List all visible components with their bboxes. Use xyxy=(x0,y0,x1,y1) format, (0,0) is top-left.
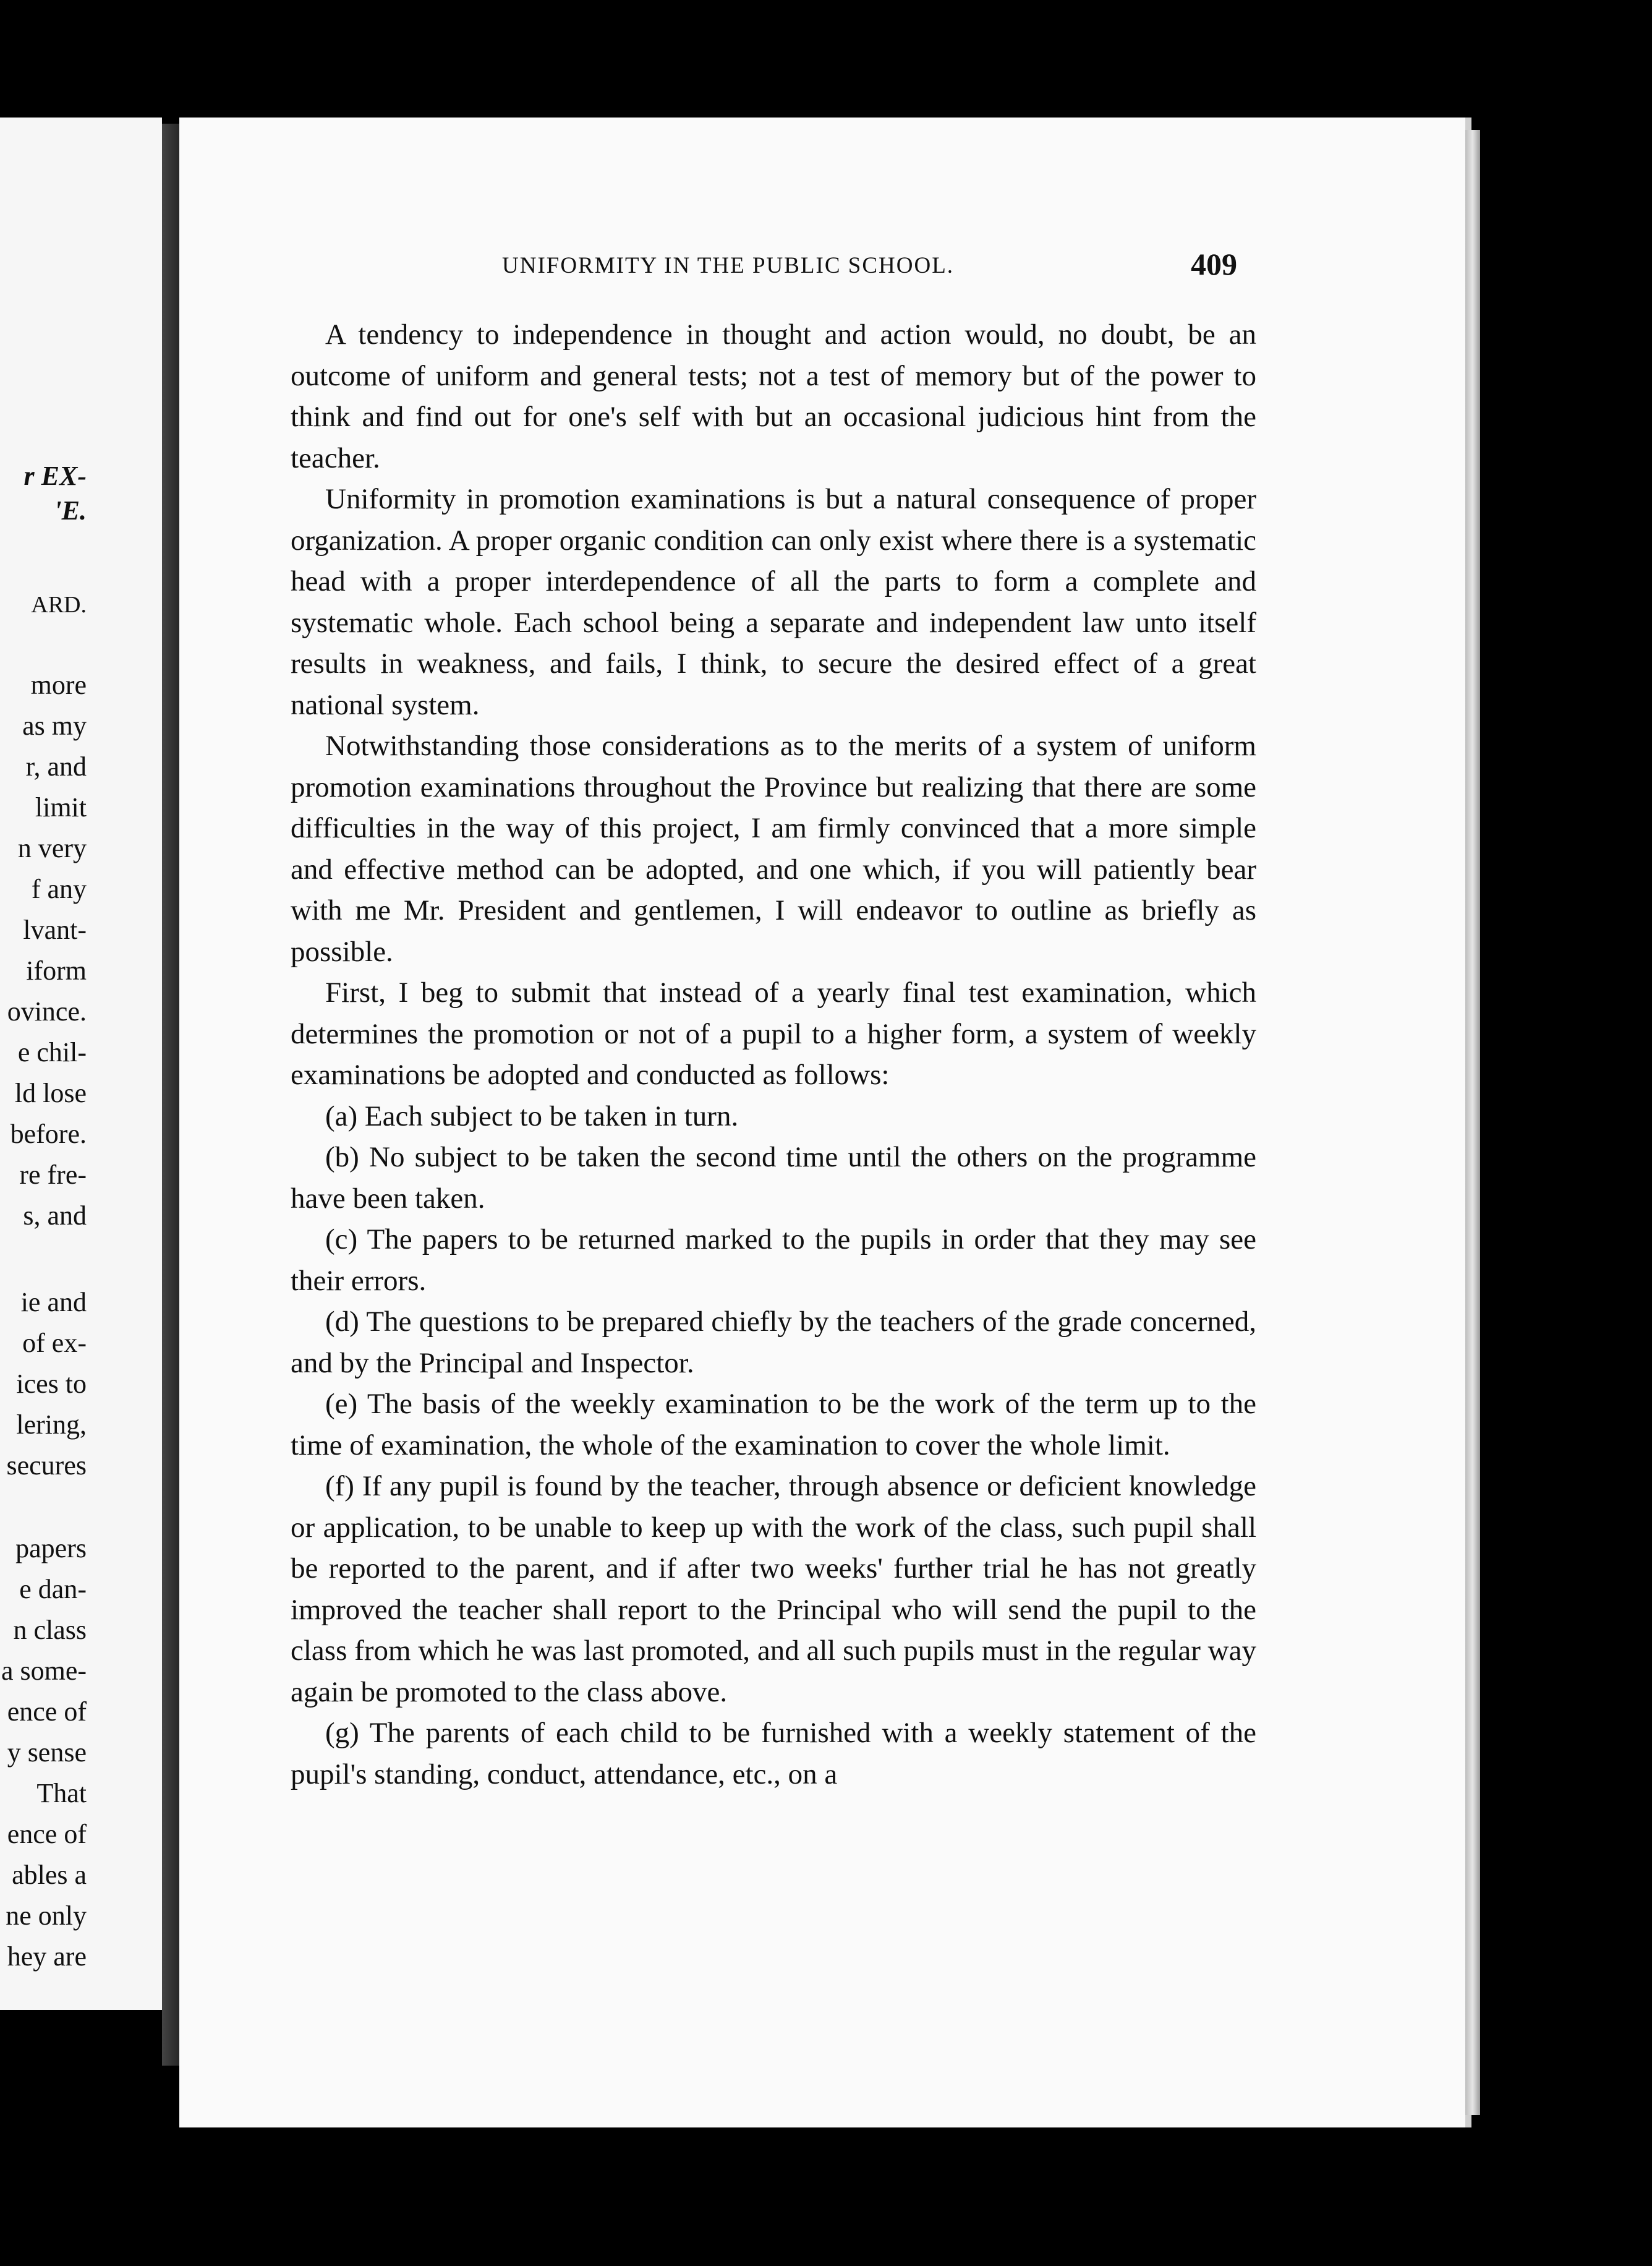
left-page-fragment: ices to xyxy=(16,1369,87,1399)
list-item-c: (c) The papers to be returned marked to the pupils in order that they may see their errors. xyxy=(291,1223,1256,1297)
left-page-fragment: before. xyxy=(10,1119,87,1149)
left-page-fragment: e dan- xyxy=(19,1574,87,1604)
left-page-fragment: ovince. xyxy=(7,996,87,1027)
list-item-b: (b) No subject to be taken the second time until the others on the programme have been taken. xyxy=(291,1141,1256,1215)
left-page-fragment: limit xyxy=(35,792,87,823)
list-item-e: (e) The basis of the weekly examination to be the work of the term up to the time of examination, the whole of the examination to cover the whole limit. xyxy=(291,1388,1256,1461)
left-page-fragment: a some- xyxy=(1,1656,87,1686)
left-page-fragment: ARD. xyxy=(31,592,87,618)
left-page-fragment: re fre- xyxy=(19,1160,87,1190)
left-page-fragment: r EX- xyxy=(23,461,87,491)
paragraph: Uniformity in promotion examinations is but a natural consequence of proper organization. A proper organic condition can only exist where there is a systematic head with a proper interdependence of all the parts to form a complete and systematic whole. Each school being a separate and independent law unto itself results in weakness, and fails, I think, to secure the desired effect of a great national system. xyxy=(291,483,1256,721)
left-page-fragment: as my xyxy=(22,711,87,741)
paragraph: Notwithstanding those considerations as to the merits of a system of uniform promotion examinations throughout the Province but realizing that there are some difficulties in the way of this project, I am firmly convinced that a more simple and effective method can be adopted, and one which, if you will patiently bear with me Mr. President and gentlemen, I will endeavor to outline as briefly as possible. xyxy=(291,730,1256,968)
left-page-fragment: ne only xyxy=(6,1900,87,1931)
left-page-fragment: n very xyxy=(17,833,87,863)
paragraph: A tendency to independence in thought and action would, no doubt, be an outcome of uniform and general tests; not a test of memory but of the power to think and find out for one's self with but an occasional judicious hint from the teacher. xyxy=(291,319,1256,474)
left-page xyxy=(0,118,162,2010)
left-page-fragment: ence of xyxy=(7,1696,87,1727)
left-page-fragment: r, and xyxy=(25,751,87,782)
list-item-g: (g) The parents of each child to be furnished with a weekly statement of the pupil's standing, conduct, attendance, etc., on a xyxy=(291,1717,1256,1790)
left-page-fragment: n class xyxy=(13,1615,87,1645)
list-item-d: (d) The questions to be prepared chiefly by the teachers of the grade concerned, and by the Principal and Inspector. xyxy=(291,1306,1256,1379)
left-page-fragment: iform xyxy=(26,956,87,986)
left-page-fragment: lering, xyxy=(16,1409,87,1440)
left-page-fragment: secures xyxy=(6,1450,87,1481)
left-page-fragment: of ex- xyxy=(22,1328,87,1358)
list-item-a: (a) Each subject to be taken in turn. xyxy=(325,1100,739,1132)
left-page-fragment: f any xyxy=(31,874,87,904)
list-item-f: (f) If any pupil is found by the teacher, through absence or deficient knowledge or application, to be unable to keep up with the work of the class, such pupil shall be reported to the parent, and if after two weeks' further trial he has not greatly improved the teacher shall report to the Principal who will send the pupil to the class from which he was last promoted, and all such pupils must in the regular way again be promoted to the class above. xyxy=(291,1470,1256,1708)
left-page-fragment: ence of xyxy=(7,1819,87,1849)
body-text xyxy=(291,314,1256,1795)
left-page-fragment: ables a xyxy=(12,1860,87,1890)
left-page-fragment: y sense xyxy=(7,1737,87,1768)
left-page-fragment: s, and xyxy=(23,1200,87,1231)
left-page-fragment: ld lose xyxy=(14,1078,87,1108)
left-page-fragment: lvant- xyxy=(23,915,87,945)
left-page-fragment: hey are xyxy=(7,1941,87,1972)
left-page-fragment: e chil- xyxy=(17,1037,87,1067)
page-edge xyxy=(1465,130,1480,2115)
left-page-fragment: ie and xyxy=(20,1287,87,1317)
paragraph: First, I beg to submit that instead of a yearly final test examination, which determines the promotion or not of a pupil to a higher form, a system of weekly examinations be adopted and conducted as follows: xyxy=(291,977,1256,1091)
left-page-fragment: 'E. xyxy=(54,495,87,526)
running-head: UNIFORMITY IN THE PUBLIC SCHOOL. xyxy=(502,253,955,278)
left-page-fragment: more xyxy=(30,670,87,700)
page-number: 409 xyxy=(1191,247,1237,281)
left-page-fragment: papers xyxy=(15,1533,87,1563)
left-page-fragment: That xyxy=(36,1778,87,1808)
